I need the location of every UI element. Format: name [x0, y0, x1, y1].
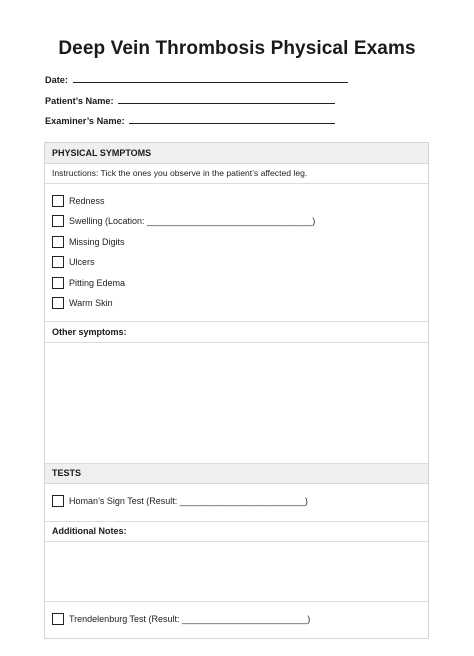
pitting-edema-checkbox[interactable]: [52, 277, 64, 289]
patient-name-field: [45, 94, 335, 106]
ulcers-label: Ulcers: [69, 257, 95, 267]
patient-name-label: Patient’s Name:: [45, 96, 114, 106]
redness-label: Redness: [69, 196, 105, 206]
ulcers-checkbox[interactable]: [52, 256, 64, 268]
symptom-row-missing-digits[interactable]: [52, 235, 125, 249]
instructions-text: Instructions: Tick the ones you observe in the patient’s affected leg.: [52, 168, 308, 178]
warm-skin-checkbox[interactable]: [52, 297, 64, 309]
symptom-row-pitting-edema[interactable]: [52, 276, 125, 290]
swelling-checkbox[interactable]: [52, 215, 64, 227]
other-symptoms-label: Other symptoms:: [52, 327, 127, 337]
homans-test-row[interactable]: [52, 494, 308, 508]
swelling-label: Swelling (Location: _________________________________): [69, 216, 316, 226]
symptom-row-swelling[interactable]: [52, 214, 315, 228]
symptom-row-redness[interactable]: [52, 194, 105, 208]
exam-form: [44, 142, 429, 639]
missing-digits-label: Missing Digits: [69, 237, 125, 247]
pitting-edema-label: Pitting Edema: [69, 278, 126, 288]
examiner-name-label: Examiner’s Name:: [45, 116, 125, 126]
additional-notes-label: Additional Notes:: [52, 526, 127, 536]
examiner-name-input-line[interactable]: [129, 114, 335, 124]
redness-checkbox[interactable]: [52, 195, 64, 207]
other-symptoms-area[interactable]: [45, 343, 428, 462]
symptom-row-ulcers[interactable]: [52, 255, 95, 269]
homans-checkbox[interactable]: [52, 495, 64, 507]
date-label: Date:: [45, 75, 68, 85]
date-input-line[interactable]: [73, 73, 348, 83]
trendelenburg-checkbox[interactable]: [52, 613, 64, 625]
symptom-row-warm-skin[interactable]: [52, 296, 113, 310]
warm-skin-label: Warm Skin: [69, 298, 113, 308]
additional-notes-area[interactable]: [45, 542, 428, 600]
trendelenburg-label: Trendelenburg Test (Result: _________________________): [69, 614, 311, 624]
page-title: Deep Vein Thrombosis Physical Exams: [58, 38, 416, 59]
missing-digits-checkbox[interactable]: [52, 236, 64, 248]
tests-heading: TESTS: [45, 463, 428, 483]
date-field: [45, 73, 348, 85]
homans-label: Homan’s Sign Test (Result: _________________________): [69, 496, 308, 506]
examiner-name-field: [45, 114, 335, 126]
patient-name-input-line[interactable]: [118, 94, 335, 104]
trendelenburg-test-row[interactable]: [52, 612, 310, 626]
physical-symptoms-heading: PHYSICAL SYMPTOMS: [45, 143, 428, 163]
